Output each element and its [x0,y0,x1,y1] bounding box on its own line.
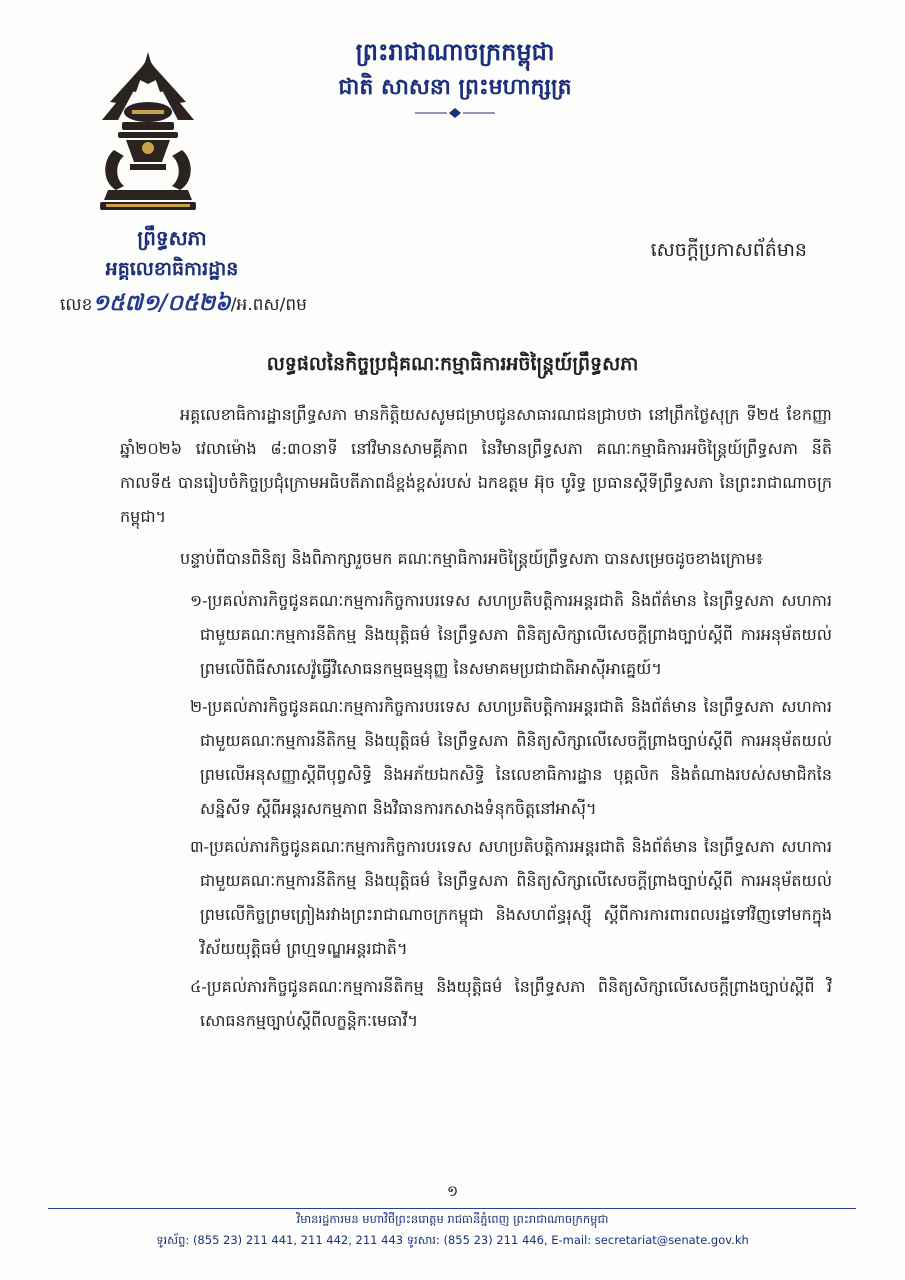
footer-divider [48,1208,856,1209]
department-name: អគ្គលេខាធិការដ្ឋាន [105,258,239,280]
paragraph: អគ្គលេខាធិការដ្ឋានព្រឹទ្ធសភា មានកិត្តិយសសូមជម្រាបជូនសាធារណជនជ្រាបថា នៅព្រឹកថ្ងៃសុក្រ ទី២៥ ខែកញ្ញា ឆ្នាំ២០២៦ វេលាម៉ោង ៨:៣០នាទី នៅវិមានសាមគ្គីភាព នៃវិមានព្រឹទ្ធសភា គណៈកម្មាធិការអចិន្ត្រៃយ៍ព្រឹទ្ធសភា នីតិកាលទី៥ បានរៀបចំកិច្ចប្រជុំក្រោមអធិបតីភាពដ៏ខ្ពង់ខ្ពស់របស់ ឯកឧត្តម អ៊ុច បូរិទ្ធ ប្រធានស្តីទីព្រឹទ្ធសភា នៃព្រះរាជាណាចក្រកម្ពុជា។ [120,405,832,526]
page-number: ១ [446,1182,459,1200]
footer-address: វិមានរដ្ឋការមន មហាវិថីព្រះនរោត្តម រាជធានីភ្នំពេញ ព្រះរាជាណាចក្រកម្ពុជា [296,1212,609,1226]
ref-handwritten: ១៥៧១/០៥២៦ [92,290,231,316]
institution-block [62,222,282,284]
kingdom-header [300,34,610,118]
decision-item: ៣-ប្រគល់ភារកិច្ចជូនគណៈកម្មការកិច្ចការបរទេស សហប្រតិបត្តិការអន្តរជាតិ និងព័ត៌មាន នៃព្រឹទ្ធសភា សហការជាមួយគណៈកម្មការនីតិកម្ម និងយុត្តិធម៌ នៃព្រឹទ្ធសភា ពិនិត្យសិក្សាលើសេចក្តីព្រាងច្បាប់ស្តីពី ការអនុម័តយល់ព្រមលើកិច្ចព្រមព្រៀងរវាងព្រះរាជាណាចក្រកម្ពុជា និងសហព័ន្ធរុស្ស៊ី ស្តីពីការការពារពលរដ្ឋទៅវិញទៅមកក្នុងវិស័យយុត្តិធម៌ ព្រហ្មទណ្ឌអន្តរជាតិ។ [190,837,832,958]
national-motto: ជាតិ សាសនា ព្រះមហាក្សត្រ [338,74,572,100]
paragraph: បន្ទាប់ពីបានពិនិត្យ និងពិភាក្សារួចមក គណៈកម្មាធិការអចិន្ត្រៃយ៍ព្រឹទ្ធសភា បានសម្រេចដូចខាងក្រោម៖ [180,549,763,568]
decision-item: ១-ប្រគល់ភារកិច្ចជូនគណៈកម្មការកិច្ចការបរទេស សហប្រតិបត្តិការអន្តរជាតិ និងព័ត៌មាន នៃព្រឹទ្ធសភា សហការជាមួយគណៈកម្មការនីតិកម្ម និងយុត្តិធម៌ នៃព្រឹទ្ធសភា ពិនិត្យសិក្សាលើសេចក្តីព្រាងច្បាប់ស្តីពី ការអនុម័តយល់ព្រមលើពិធីសារសេវ៉ូធ្វើវិសោធនកម្មធម្មនុញ្ញ នៃសមាគមប្រជាជាតិអាស៊ីអាគ្នេយ៍។ [190,591,832,678]
ornament-divider-icon [415,108,495,118]
decision-item: ៤-ប្រគល់ភារកិច្ចជូនគណៈកម្មការនីតិកម្ម និងយុត្តិធម៌ នៃព្រឹទ្ធសភា ពិនិត្យសិក្សាលើសេចក្តីព្រាងច្បាប់ស្តីពី វិសោធនកម្មច្បាប់ស្តីពីលក្ខន្តិកៈមេធាវី។ [190,977,832,1030]
ref-prefix: លេខ [60,295,93,315]
kingdom-name: ព្រះរាជាណាចក្រកម្ពុជា [355,37,555,66]
document-title: លទ្ធផលនៃកិច្ចប្រជុំគណៈកម្មាធិការអចិន្ត្រៃយ៍ព្រឹទ្ធសភា [266,353,639,375]
ref-suffix: /អ.ពស/ពម [230,295,307,315]
document-type: សេចក្តីប្រកាសព័ត៌មាន [650,239,807,261]
decision-item: ២-ប្រគល់ភារកិច្ចជូនគណៈកម្មការកិច្ចការបរទេស សហប្រតិបត្តិការអន្តរជាតិ និងព័ត៌មាន នៃព្រឹទ្ធសភា សហការជាមួយគណៈកម្មការនីតិកម្ម និងយុត្តិធម៌ នៃព្រឹទ្ធសភា ពិនិត្យសិក្សាលើសេចក្តីព្រាងច្បាប់ស្តីពី ការអនុម័តយល់ព្រមលើអនុសញ្ញាស្តីពីបុព្វសិទ្ធិ និងអភ័យឯកសិទ្ធិ នៃលេខាធិការដ្ឋាន បុគ្គលិក និងតំណាងរបស់សមាជិកនៃសន្និសីទ ស្តីពីអន្តរសកម្មភាព និងវិធានការកសាងទំនុកចិត្តនៅអាស៊ី។ [190,697,832,818]
footer-contact: ទូរស័ព្ទ: (855 23) 211 441, 211 442, 211 443 ទូរសារ: (855 23) 211 446, E-mail: secretariat@senate.gov.kh [156,1233,749,1247]
institution-name: ព្រឹទ្ធសភា [137,226,207,250]
document-body [120,398,832,1042]
royal-coat-of-arms-icon [96,50,200,212]
reference-number [60,290,307,318]
